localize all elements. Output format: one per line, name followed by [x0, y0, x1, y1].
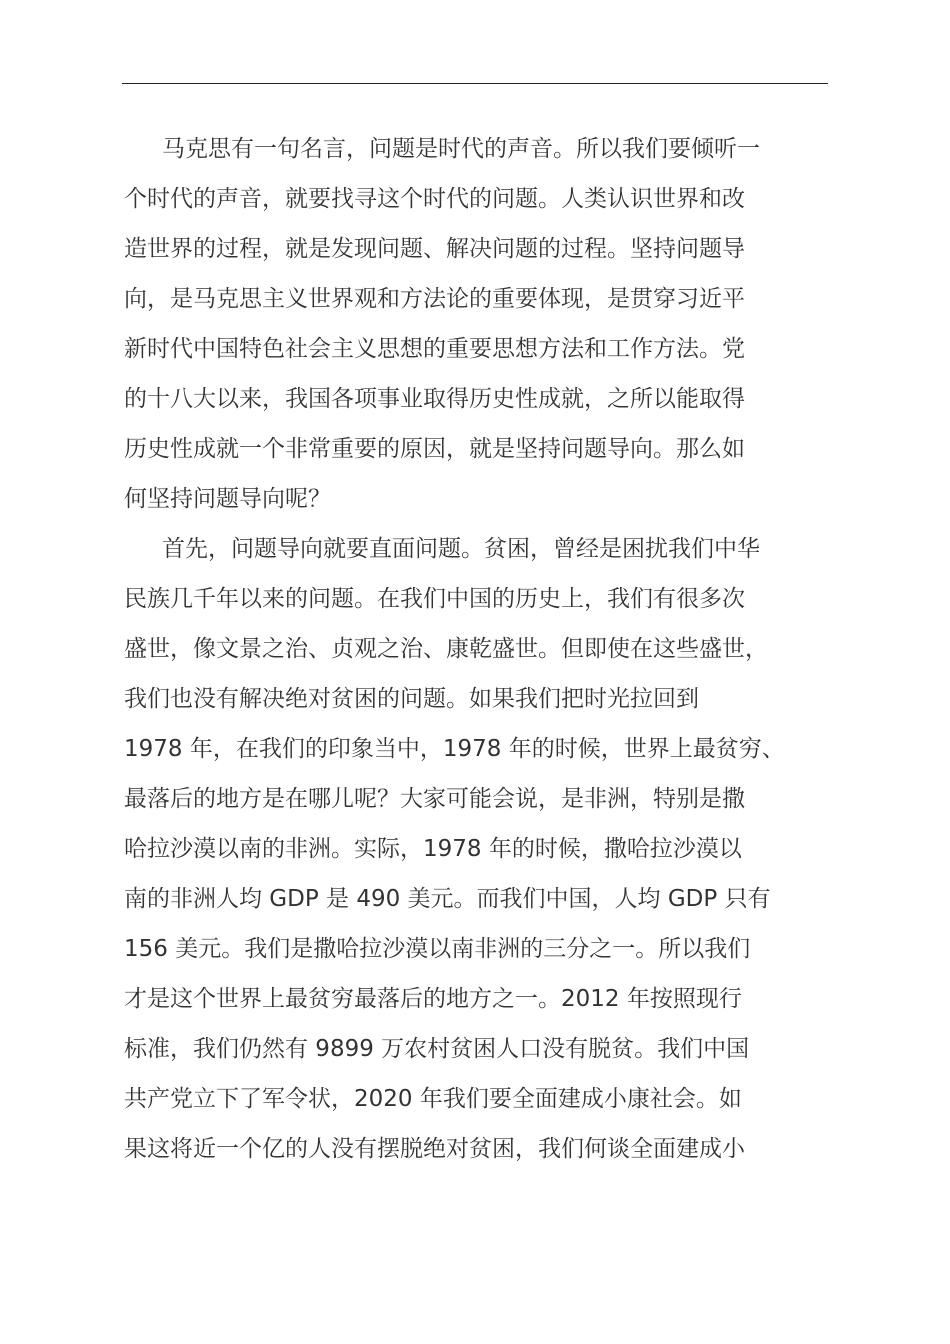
text-line: 造世界的过程，就是发现问题、解决问题的过程。坚持问题导 — [124, 236, 745, 262]
paragraph — [124, 124, 840, 524]
text-line: 156 美元。我们是撒哈拉沙漠以南非洲的三分之一。所以我们 — [124, 936, 751, 962]
text-line: 盛世，像文景之治、贞观之治、康乾盛世。但即使在这些盛世， — [124, 636, 768, 662]
text-line: 才是这个世界上最贫穷最落后的地方之一。2012 年按照现行 — [124, 986, 742, 1012]
text-line: 最落后的地方是在哪儿呢？大家可能会说，是非洲，特别是撒 — [124, 786, 745, 812]
text-line: 南的非洲人均 GDP 是 490 美元。而我们中国，人均 GDP 只有 — [124, 886, 771, 912]
text-line: 共产党立下了军令状，2020 年我们要全面建成小康社会。如 — [124, 1086, 742, 1112]
text-line: 马克思有一句名言，问题是时代的声音。所以我们要倾听一 — [162, 136, 760, 162]
text-line: 果这将近一个亿的人没有摆脱绝对贫困，我们何谈全面建成小 — [124, 1136, 745, 1162]
text-line: 标准，我们仍然有 9899 万农村贫困人口没有脱贫。我们中国 — [124, 1036, 750, 1062]
text-line: 首先，问题导向就要直面问题。贫困，曾经是困扰我们中华 — [162, 536, 760, 562]
text-line: 新时代中国特色社会主义思想的重要思想方法和工作方法。党 — [124, 336, 745, 362]
text-line: 民族几千年以来的问题。在我们中国的历史上，我们有很多次 — [124, 586, 745, 612]
text-line: 1978 年，在我们的印象当中，1978 年的时候，世界上最贫穷、 — [124, 736, 785, 762]
text-line: 的十八大以来，我国各项事业取得历史性成就，之所以能取得 — [124, 386, 745, 412]
paragraph — [124, 524, 840, 1174]
text-line: 哈拉沙漠以南的非洲。实际，1978 年的时候，撒哈拉沙漠以 — [124, 836, 742, 862]
document-body — [124, 124, 840, 1174]
text-line: 我们也没有解决绝对贫困的问题。如果我们把时光拉回到 — [124, 686, 699, 712]
text-line: 向，是马克思主义世界观和方法论的重要体现，是贯穿习近平 — [124, 286, 745, 312]
text-line: 个时代的声音，就要找寻这个时代的问题。人类认识世界和改 — [124, 186, 745, 212]
text-line: 何坚持问题导向呢？ — [124, 486, 331, 512]
text-line: 历史性成就一个非常重要的原因，就是坚持问题导向。那么如 — [124, 436, 745, 462]
header-rule — [122, 83, 828, 84]
